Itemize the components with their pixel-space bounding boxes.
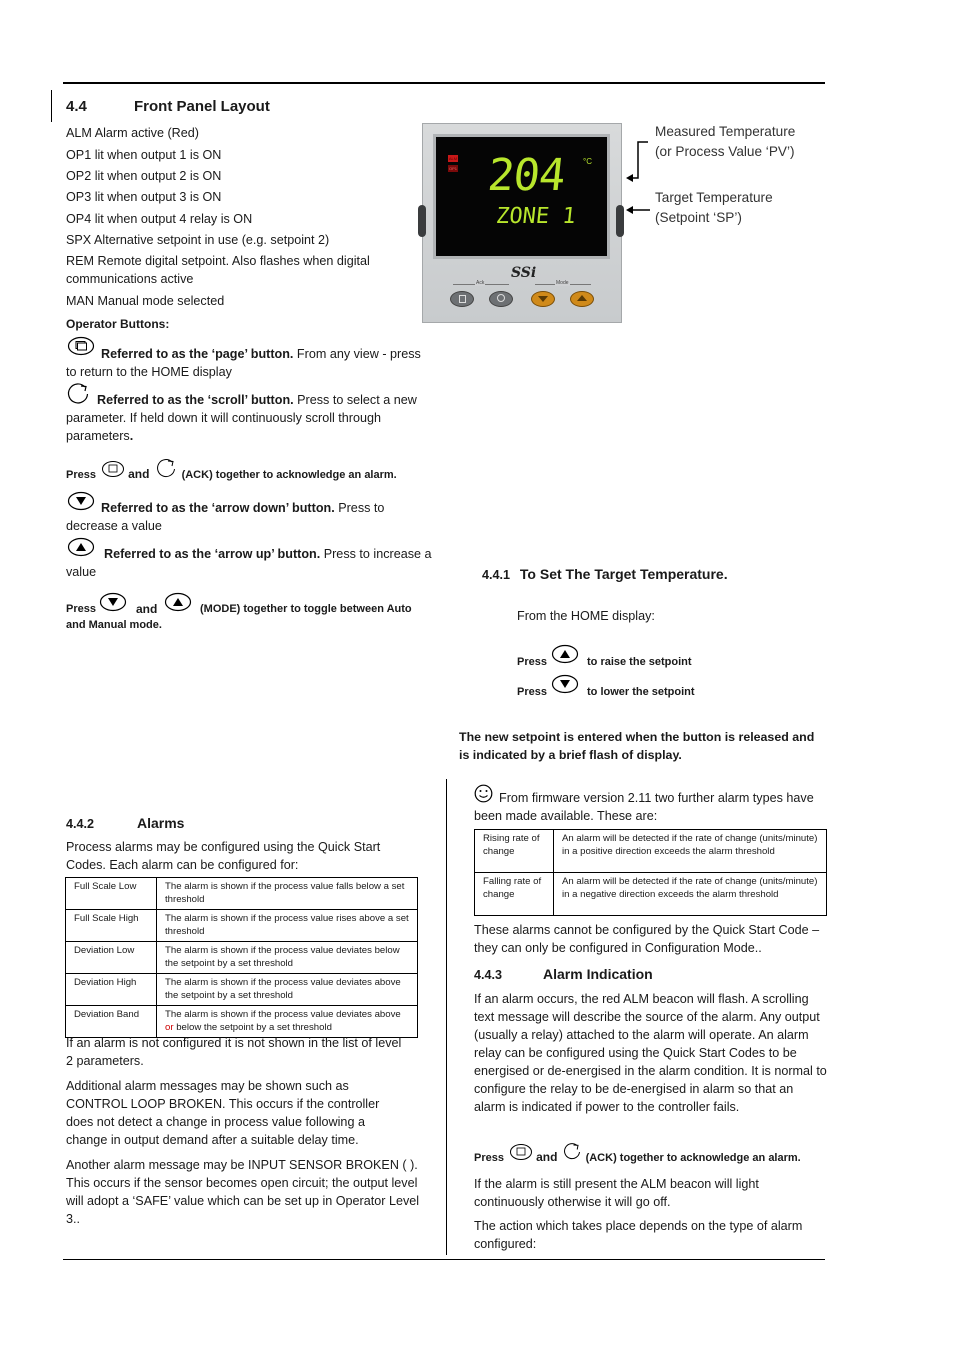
setpoint-note: The new setpoint is entered when the button is released and is indicated by a brief flash of display. [459, 730, 815, 762]
rate-alarm-table [474, 829, 827, 916]
lower-text: to lower the setpoint [587, 686, 695, 698]
controller-front-panel [422, 123, 622, 323]
table-row: Full Scale High The alarm is shown if the process value rises above a set threshold [66, 910, 418, 942]
table-row: Deviation High The alarm is shown if the process value deviates above the setpoint by a set threshold [66, 974, 418, 1006]
mode-text: (MODE) together to toggle between Auto and Manual mode. [66, 603, 412, 631]
panel-up-button[interactable] [570, 291, 594, 307]
top-rule [63, 82, 825, 84]
table-row: Deviation Band The alarm is shown if the process value deviates above or below the setpoint by a set threshold [66, 1006, 418, 1038]
page-button-icon [509, 1143, 533, 1161]
arrow-down-icon [551, 674, 579, 694]
from-home: From the HOME display: [517, 609, 655, 623]
section-title: Front Panel Layout [134, 98, 270, 115]
pv-value: 204 [485, 150, 568, 201]
lower-press: Press [517, 686, 547, 698]
alarms-p3: Another alarm message may be INPUT SENSOR BROKEN ( ). This occurs if the sensor becomes open circuit; the output level will adopt a ‘SAFE’ value which can be set up in Operator Level 3.. [66, 1158, 420, 1226]
table-row: Deviation Low The alarm is shown if the process value deviates below the setpoint by a set threshold [66, 942, 418, 974]
indicator-rem: REM Remote digital setpoint. Also flashes when digital communications active [66, 254, 370, 286]
alarms-intro: Process alarms may be configured using the Quick Start Codes. Each alarm can be configured for: [66, 840, 381, 872]
panel-scroll-button[interactable] [489, 291, 513, 307]
panel-down-button[interactable] [531, 291, 555, 307]
ack-instruction-2: Press and (ACK) together to acknowledge an alarm. [474, 1142, 801, 1162]
table-row: Falling rate of change An alarm will be detected if the rate of change (units/minute) in a negative direction exceeds the alarm threshold [475, 873, 827, 916]
section-number: 4.4 [66, 98, 87, 115]
indication-p3: The action which takes place depends on the type of alarm configured: [474, 1219, 803, 1251]
alarm-indication-heading: 4.4.3 Alarm Indication [474, 966, 653, 982]
alarm-types-table [65, 877, 418, 1038]
arrow-down-description: Referred to as the ‘arrow down’ button. Press to decrease a value [66, 501, 385, 533]
pv-label: Measured Temperature (or Process Value ‘PV’) [655, 124, 796, 159]
firmware-after: These alarms cannot be configured by the Quick Start Code – they can only be configured in Configuration Mode.. [474, 923, 820, 955]
indication-p1: If an alarm occurs, the red ALM beacon will flash. A scrolling text message will describe the source of the alarm. Any output (usually a relay) attached to the alarm will operate. An alarm relay can be configured using the Quick Start Codes to be energised or de-energised in the alarm condition. It is normal to configure the relay to be de-energised in alarm so that an alarm is indicated if power to the controller fails. [474, 992, 827, 1114]
mode-label: Mode [556, 280, 569, 286]
table-row: Full Scale Low The alarm is shown if the process value falls below a set threshold [66, 878, 418, 910]
panel-page-button[interactable] [450, 291, 474, 307]
sp-text: ZONE 1 [494, 204, 577, 229]
arrow-up-description: Referred to as the ‘arrow up’ button. Press to increase a value [66, 547, 432, 579]
brand-logo: SSi [511, 265, 537, 281]
indicator-op4: OP4 lit when output 4 relay is ON [66, 212, 253, 226]
alm-led: ALM [448, 156, 458, 161]
raise-text: to raise the setpoint [587, 656, 692, 668]
left-change-bar [51, 90, 52, 122]
indicator-op3: OP3 lit when output 3 is ON [66, 190, 222, 204]
side-latch-right [616, 205, 624, 237]
indicator-spx: SPX Alternative setpoint in use (e.g. setpoint 2) [66, 233, 330, 247]
alarms-heading: 4.4.2 Alarms [66, 815, 185, 831]
page-button-description: Referred to as the ‘page’ button. From any view - press to return to the HOME display [66, 347, 421, 379]
pv-arrow-icon [624, 140, 652, 188]
ack-label: Ack [476, 280, 485, 286]
firmware-intro: From firmware version 2.11 two further alarm types have been made available. These are: [474, 791, 814, 823]
bottom-rule [63, 1259, 825, 1260]
alarms-p1: If an alarm is not configured it is not shown in the list of level 2 parameters. [66, 1036, 402, 1068]
scroll-button-icon [153, 458, 179, 480]
scroll-button-icon [561, 1142, 583, 1162]
side-latch-left [418, 205, 426, 237]
indicator-man: MAN Manual mode selected [66, 294, 225, 308]
indicator-op1: OP1 lit when output 1 is ON [66, 148, 222, 162]
op1-led: OP1 [448, 166, 457, 171]
operator-buttons-heading: Operator Buttons: [66, 317, 170, 331]
indication-p2: If the alarm is still present the ALM beacon will light continuously otherwise it will go off. [474, 1177, 759, 1209]
table-row: Rising rate of change An alarm will be detected if the rate of change (units/minute) in a positive direction exceeds the alarm threshold [475, 830, 827, 873]
page-button-icon [101, 460, 125, 478]
sp-label: Target Temperature (Setpoint ‘SP’) [655, 190, 773, 225]
pv-unit: °C [583, 157, 592, 166]
arrow-up-icon [551, 644, 579, 664]
section-heading [66, 98, 270, 115]
indicator-alm: ALM Alarm active (Red) [66, 126, 199, 140]
column-divider [446, 779, 447, 1255]
mode-press: Press [66, 603, 96, 615]
raise-press: Press [517, 656, 547, 668]
display-window [433, 134, 610, 259]
ack-instruction: Press and (ACK) together to acknowledge an alarm. [66, 458, 397, 480]
indicator-op2: OP2 lit when output 2 is ON [66, 169, 222, 183]
scroll-button-description: Referred to as the ‘scroll’ button. Press to select a new parameter. If held down it will continuously scroll through parameters. [66, 393, 417, 443]
alarms-p2: Additional alarm messages may be shown such as CONTROL LOOP BROKEN. This occurs if the controller does not detect a change in process value following a change in output demand after a suitable delay time. [66, 1079, 380, 1147]
set-target-heading: 4.4.1 To Set The Target Temperature. [482, 566, 728, 582]
mode-and: and [136, 602, 158, 616]
sp-arrow-icon [624, 204, 652, 216]
